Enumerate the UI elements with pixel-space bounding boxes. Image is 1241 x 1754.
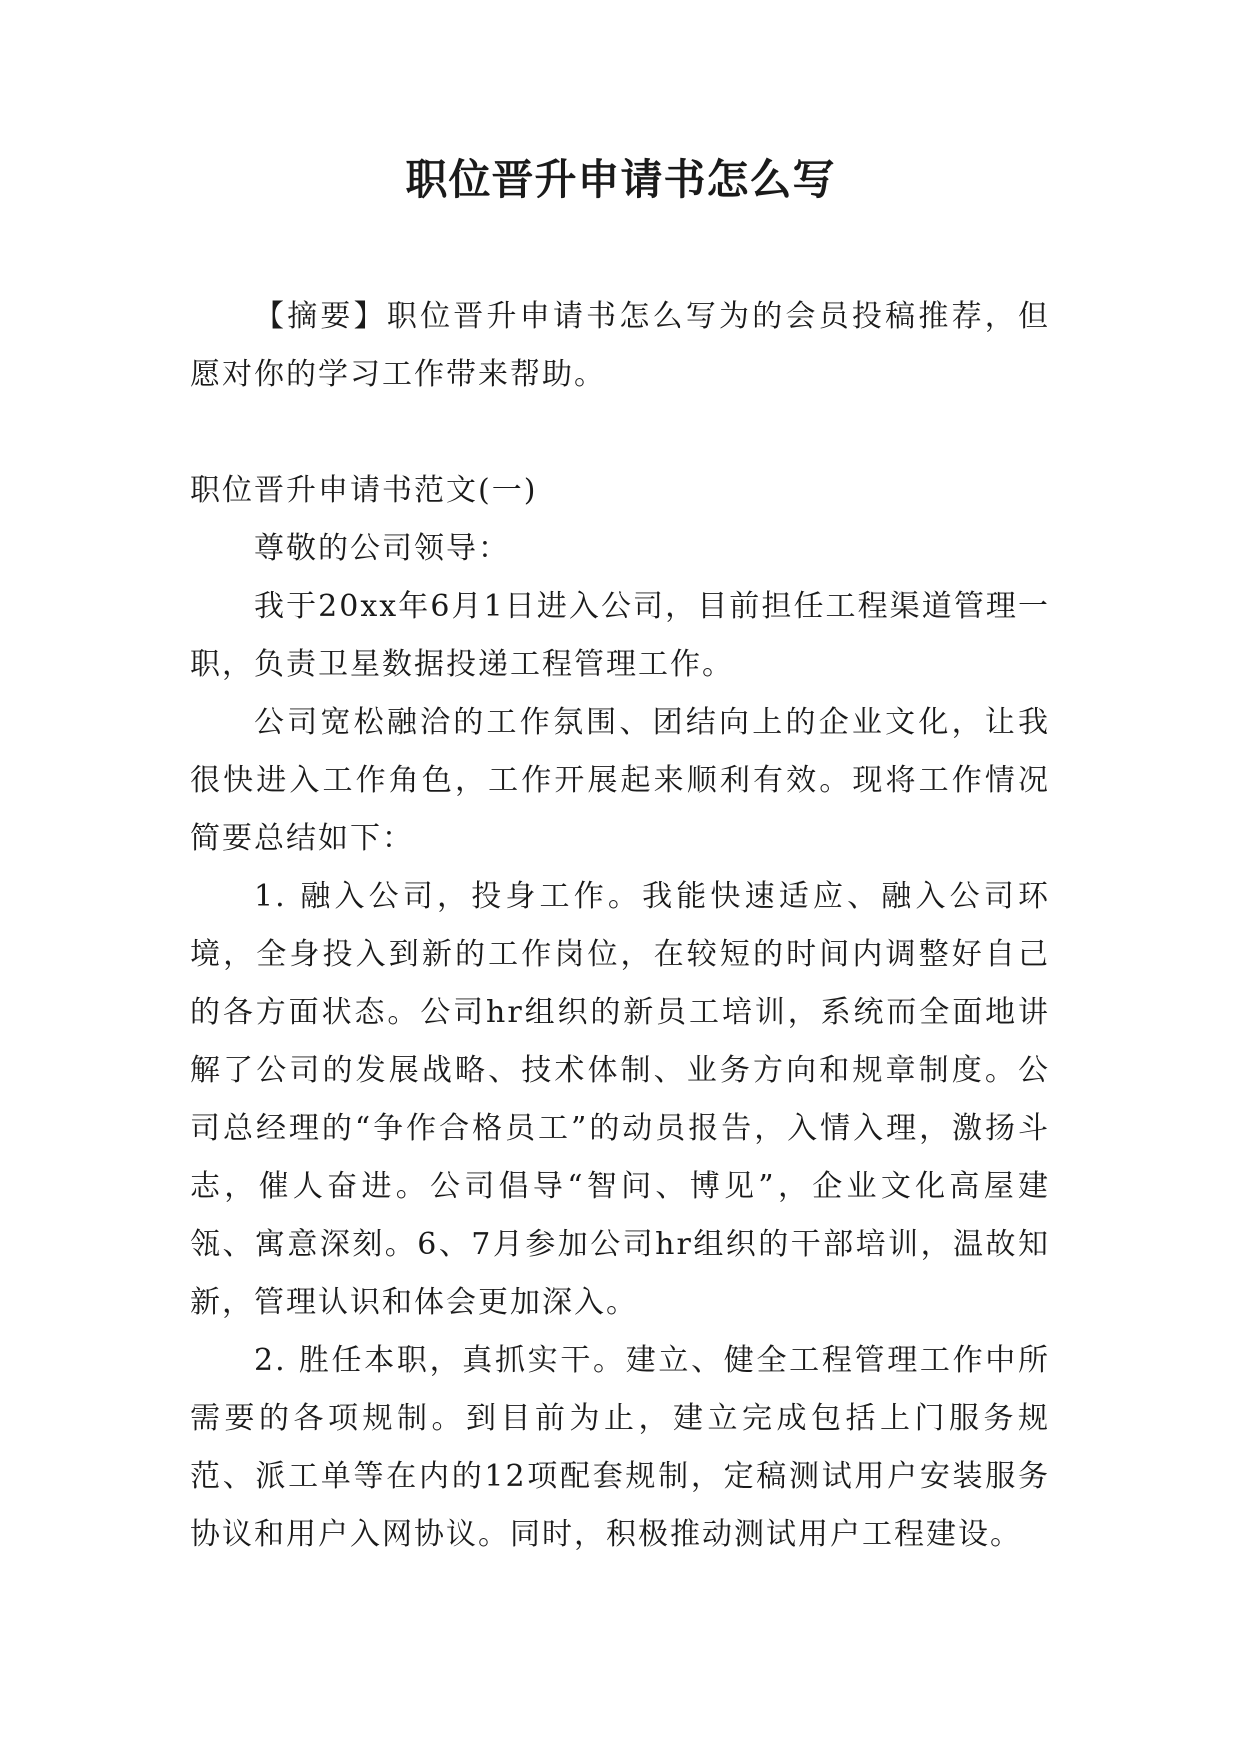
page-title: 职位晋升申请书怎么写 <box>405 155 836 204</box>
body-paragraph: 我于20xx年6月1日进入公司，目前担任工程渠道管理一职，负责卫星数据投递工程管理工作。 <box>190 589 1050 682</box>
body-paragraph: 1. 融入公司，投身工作。我能快速适应、融入公司环境，全身投入到新的工作岗位，在较短的时间内调整好自己的各方面状态。公司hr组织的新员工培训，系统而全面地讲解了公司的发展战略、技术体制、业务方向和规章制度。公司总经理的“争作合格员工”的动员报告，入情入理，激扬斗志，催人奋进。公司倡导“智问、博见”，企业文化高屋建瓴、寓意深刻。6、7月参加公司hr组织的干部培训，温故知新，管理认识和体会更加深入。 <box>190 879 1050 1320</box>
section-heading: 职位晋升申请书范文(一) <box>190 473 538 508</box>
abstract-paragraph: 【摘要】职位晋升申请书怎么写为的会员投稿推荐，但愿对你的学习工作带来帮助。 <box>190 299 1050 392</box>
salutation: 尊敬的公司领导： <box>254 531 510 566</box>
body-paragraph: 2. 胜任本职，真抓实干。建立、健全工程管理工作中所需要的各项规制。到目前为止，建立完成包括上门服务规范、派工单等在内的12项配套规制，定稿测试用户安装服务协议和用户入网协议。同时，积极推动测试用户工程建设。 <box>190 1343 1050 1552</box>
body-paragraph: 公司宽松融洽的工作氛围、团结向上的企业文化，让我很快进入工作角色，工作开展起来顺利有效。现将工作情况简要总结如下： <box>190 705 1050 856</box>
document-body <box>190 288 1050 1564</box>
